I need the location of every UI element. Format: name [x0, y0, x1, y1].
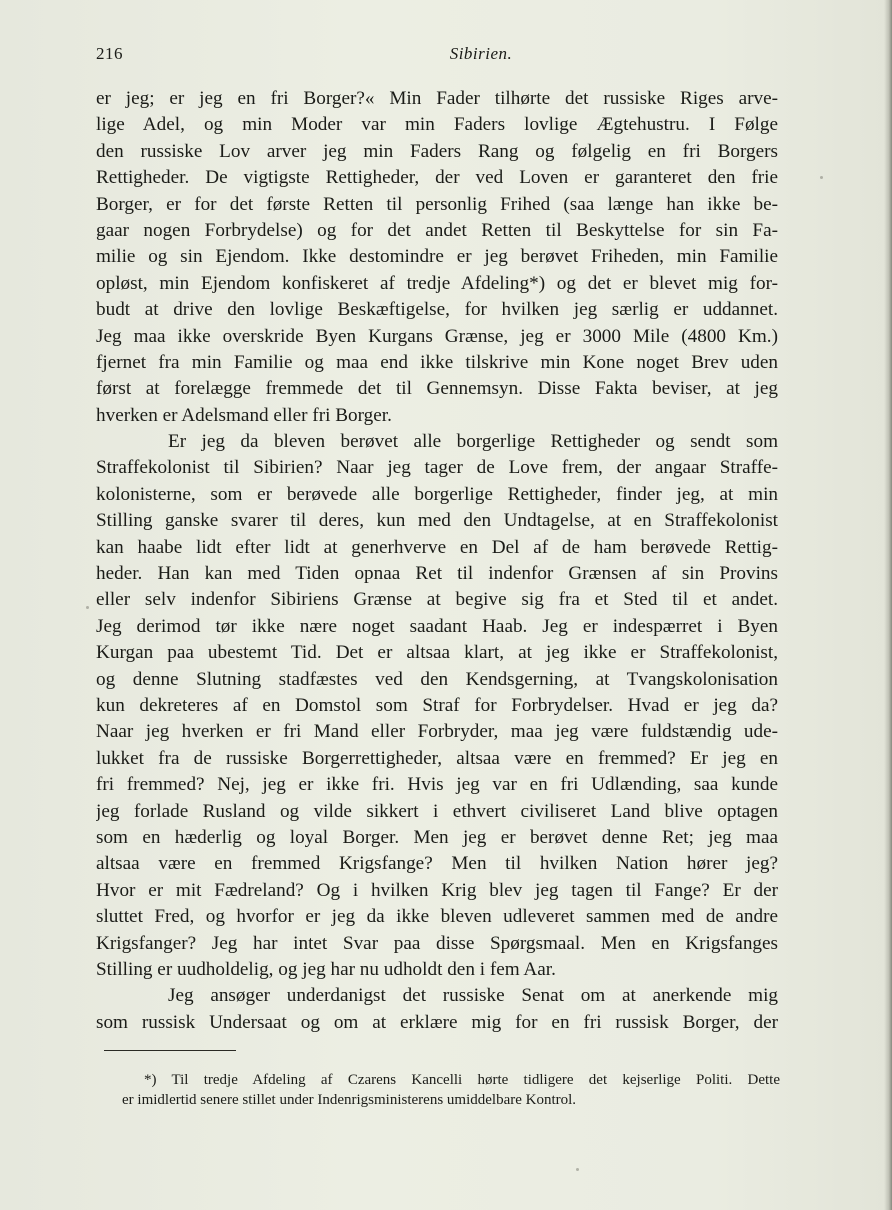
text-line: Er jeg da bleven berøvet alle borgerlige Rettigheder og sendt som — [168, 431, 778, 453]
text-line: fjernet fra min Familie og maa end ikke tilskrive min Kone noget Brev uden — [96, 351, 778, 373]
text-line: Kurgan paa ubestemt Tid. Det er altsaa klart, at jeg ikke er Straffekolonist, — [96, 642, 778, 664]
text-line: Straffekolonist til Sibirien? Naar jeg tager de Love frem, der angaar Straffe- — [96, 457, 778, 479]
text-line: er jeg; er jeg en fri Borger?« Min Fader tilhørte det russiske Riges arve- — [96, 88, 778, 109]
text-line: fri fremmed? Nej, jeg er ikke fri. Hvis jeg var en fri Udlænding, saa kunde — [96, 774, 778, 796]
footnote-divider — [104, 1050, 236, 1051]
text-line: kun dekreteres af en Domstol som Straf for Forbrydelser. Hvad er jeg da? — [96, 694, 778, 716]
text-line: den russiske Lov arver jeg min Faders Rang og følgelig en fri Borgers — [96, 140, 778, 162]
text-line: eller selv indenfor Sibiriens Grænse at begive sig fra et Sted til et andet. — [96, 589, 778, 611]
text-line: Jeg ansøger underdanigst det russiske Senat om at anerkende mig — [168, 985, 778, 1007]
text-line: lukket fra de russiske Borgerrettigheder, altsaa være en fremmed? Er jeg en — [96, 747, 778, 769]
text-line: som en hæderlig og loyal Borger. Men jeg er berøvet denne Ret; jeg maa — [96, 826, 778, 848]
page-edge-shadow — [884, 0, 892, 1210]
text-line: Jeg derimod tør ikke nære noget saadant Haab. Jeg er indespærret i Byen — [96, 615, 778, 637]
text-line: hverken er Adelsmand eller fri Borger. — [96, 404, 392, 426]
text-line: milie og sin Ejendom. Ikke destomindre er jeg berøvet Friheden, min Familie — [96, 246, 778, 268]
text-line: Stilling er uudholdelig, og jeg har nu udholdt den i fem Aar. — [96, 958, 556, 980]
text-line: kan haabe lidt efter lidt at generhverve en Del af de ham berøvede Rettig- — [96, 536, 778, 558]
text-line: Rettigheder. De vigtigste Rettigheder, der ved Loven er garanteret den frie — [96, 167, 778, 189]
text-line: kolonisterne, som er berøvede alle borgerlige Rettigheder, finder jeg, at min — [96, 483, 778, 505]
paper-speck — [86, 606, 89, 609]
text-line: Jeg maa ikke overskride Byen Kurgans Grænse, jeg er 3000 Mile (4800 Km.) — [96, 325, 778, 347]
paper-speck — [820, 176, 823, 179]
running-title: Sibirien. — [449, 44, 513, 63]
text-line: sluttet Fred, og hvorfor er jeg da ikke bleven udleveret sammen med de andre — [96, 906, 778, 928]
text-line: gaar nogen Forbrydelse) og for det andet Retten til Beskyttelse for sin Fa- — [96, 219, 778, 241]
text-line: Stilling ganske svarer til deres, kun med den Undtagelse, at en Straffekolonist — [96, 510, 778, 532]
paper-speck — [576, 1168, 579, 1171]
text-line: jeg forlade Rusland og vilde sikkert i ethvert civiliseret Land blive optagen — [96, 800, 778, 822]
text-line: først at forelægge fremmede det til Gennemsyn. Disse Fakta beviser, at jeg — [96, 378, 778, 400]
footnote — [122, 1070, 780, 1110]
text-line: heder. Han kan med Tiden opnaa Ret til indenfor Grænsen af sin Provins — [96, 563, 778, 585]
footnote-line: *) Til tredje Afdeling af Czarens Kancelli hørte tidligere det kejserlige Politi. Dette — [144, 1072, 780, 1088]
text-line: opløst, min Ejendom konfiskeret af tredje Afdeling*) og det er blevet mig for- — [96, 272, 778, 294]
text-line: altsaa være en fremmed Krigsfange? Men til hvilken Nation hører jeg? — [96, 853, 778, 875]
text-line: som russisk Undersaat og om at erklære mig for en fri russisk Borger, der — [96, 1011, 778, 1033]
text-line: Krigsfanger? Jeg har intet Svar paa disse Spørgsmaal. Men en Krigsfanges — [96, 932, 778, 954]
text-line: Naar jeg hverken er fri Mand eller Forbryder, maa jeg være fuldstændig ude- — [96, 721, 778, 743]
body-text — [96, 86, 778, 1036]
text-line: budt at drive den lovlige Beskæftigelse, for hvilken jeg særlig er uddannet. — [96, 299, 778, 321]
text-line: lige Adel, og min Moder var min Faders lovlige Ægtehustru. I Følge — [96, 114, 778, 136]
text-line: og denne Slutning stadfæstes ved den Kendsgerning, at Tvangskolonisation — [96, 668, 778, 690]
page-header — [96, 44, 778, 68]
text-line: Hvor er mit Fædreland? Og i hvilken Krig blev jeg tagen til Fange? Er der — [96, 879, 778, 901]
footnote-line: er imidlertid senere stillet under Indenrigsministerens umiddelbare Kontrol. — [122, 1092, 577, 1108]
text-line: Borger, er for det første Retten til personlig Frihed (saa længe han ikke be- — [96, 193, 778, 215]
page-number: 216 — [96, 44, 123, 63]
